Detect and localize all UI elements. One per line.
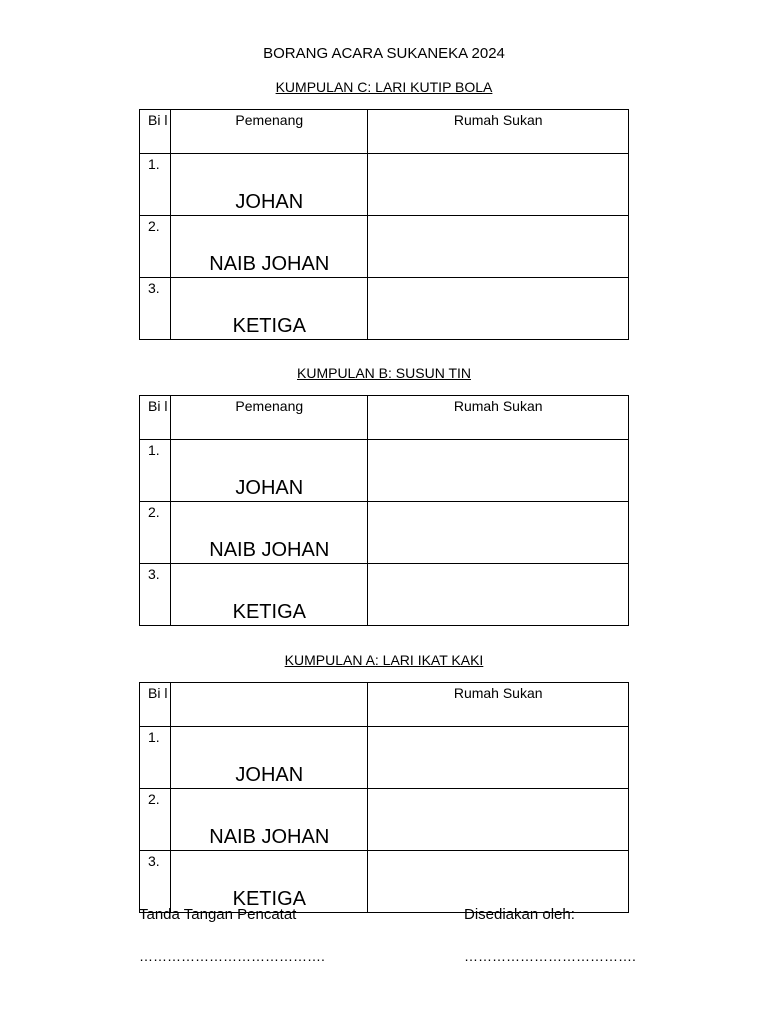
section-b-table — [139, 395, 629, 626]
place-label: JOHAN — [235, 764, 304, 786]
rumah-sukan-cell[interactable] — [368, 216, 629, 278]
rumah-sukan-cell[interactable] — [368, 727, 629, 789]
signature-recorder-label: Tanda Tangan Pencatat — [139, 906, 297, 923]
row-number: 1. — [140, 440, 171, 502]
place-cell[interactable] — [171, 564, 368, 626]
header-pemenang: Pemenang — [171, 396, 368, 440]
rumah-sukan-cell[interactable] — [368, 154, 629, 216]
prepared-by-label: Disediakan oleh: — [464, 906, 575, 923]
place-label: JOHAN — [235, 477, 304, 499]
section-a-table — [139, 682, 629, 913]
rumah-sukan-cell[interactable] — [368, 278, 629, 340]
place-cell[interactable] — [171, 154, 368, 216]
table-row — [140, 851, 629, 913]
header-bil: Bi l — [140, 110, 171, 154]
section-c-title: KUMPULAN C: LARI KUTIP BOLA — [275, 79, 493, 95]
place-label: NAIB JOHAN — [209, 539, 330, 561]
row-number: 2. — [140, 789, 171, 851]
rumah-sukan-cell[interactable] — [368, 564, 629, 626]
table-row — [140, 502, 629, 564]
header-rumah-sukan: Rumah Sukan — [368, 396, 629, 440]
prepared-by-line[interactable]: ………………………………. — [464, 948, 636, 964]
place-label: KETIGA — [232, 601, 306, 623]
header-bil: Bi l — [140, 396, 171, 440]
table-header-row — [140, 110, 629, 154]
section-b-title: KUMPULAN B: SUSUN TIN — [297, 365, 471, 381]
document-title: BORANG ACARA SUKANEKA 2024 — [263, 45, 505, 62]
table-row — [140, 789, 629, 851]
table-row — [140, 440, 629, 502]
table-row — [140, 564, 629, 626]
place-cell[interactable] — [171, 789, 368, 851]
header-rumah-sukan: Rumah Sukan — [368, 110, 629, 154]
header-bil: Bi l — [140, 683, 171, 727]
table-row — [140, 216, 629, 278]
header-pemenang — [171, 683, 368, 727]
place-label: NAIB JOHAN — [209, 826, 330, 848]
signature-recorder-line[interactable]: …………………………………. — [139, 948, 325, 964]
row-number: 2. — [140, 502, 171, 564]
row-number: 3. — [140, 564, 171, 626]
row-number: 2. — [140, 216, 171, 278]
row-number: 3. — [140, 851, 171, 913]
place-cell[interactable] — [171, 851, 368, 913]
table-header-row — [140, 683, 629, 727]
table-row — [140, 278, 629, 340]
rumah-sukan-cell[interactable] — [368, 502, 629, 564]
place-cell[interactable] — [171, 440, 368, 502]
section-a-title: KUMPULAN A: LARI IKAT KAKI — [284, 652, 484, 668]
table-header-row — [140, 396, 629, 440]
header-rumah-sukan: Rumah Sukan — [368, 683, 629, 727]
row-number: 1. — [140, 727, 171, 789]
place-cell[interactable] — [171, 727, 368, 789]
header-pemenang: Pemenang — [171, 110, 368, 154]
rumah-sukan-cell[interactable] — [368, 440, 629, 502]
place-cell[interactable] — [171, 216, 368, 278]
section-c-table — [139, 109, 629, 340]
place-label: KETIGA — [232, 315, 306, 337]
rumah-sukan-cell[interactable] — [368, 789, 629, 851]
place-label: KETIGA — [232, 888, 306, 910]
row-number: 3. — [140, 278, 171, 340]
place-cell[interactable] — [171, 278, 368, 340]
place-cell[interactable] — [171, 502, 368, 564]
table-row — [140, 154, 629, 216]
place-label: NAIB JOHAN — [209, 253, 330, 275]
place-label: JOHAN — [235, 191, 304, 213]
table-row — [140, 727, 629, 789]
rumah-sukan-cell[interactable] — [368, 851, 629, 913]
row-number: 1. — [140, 154, 171, 216]
